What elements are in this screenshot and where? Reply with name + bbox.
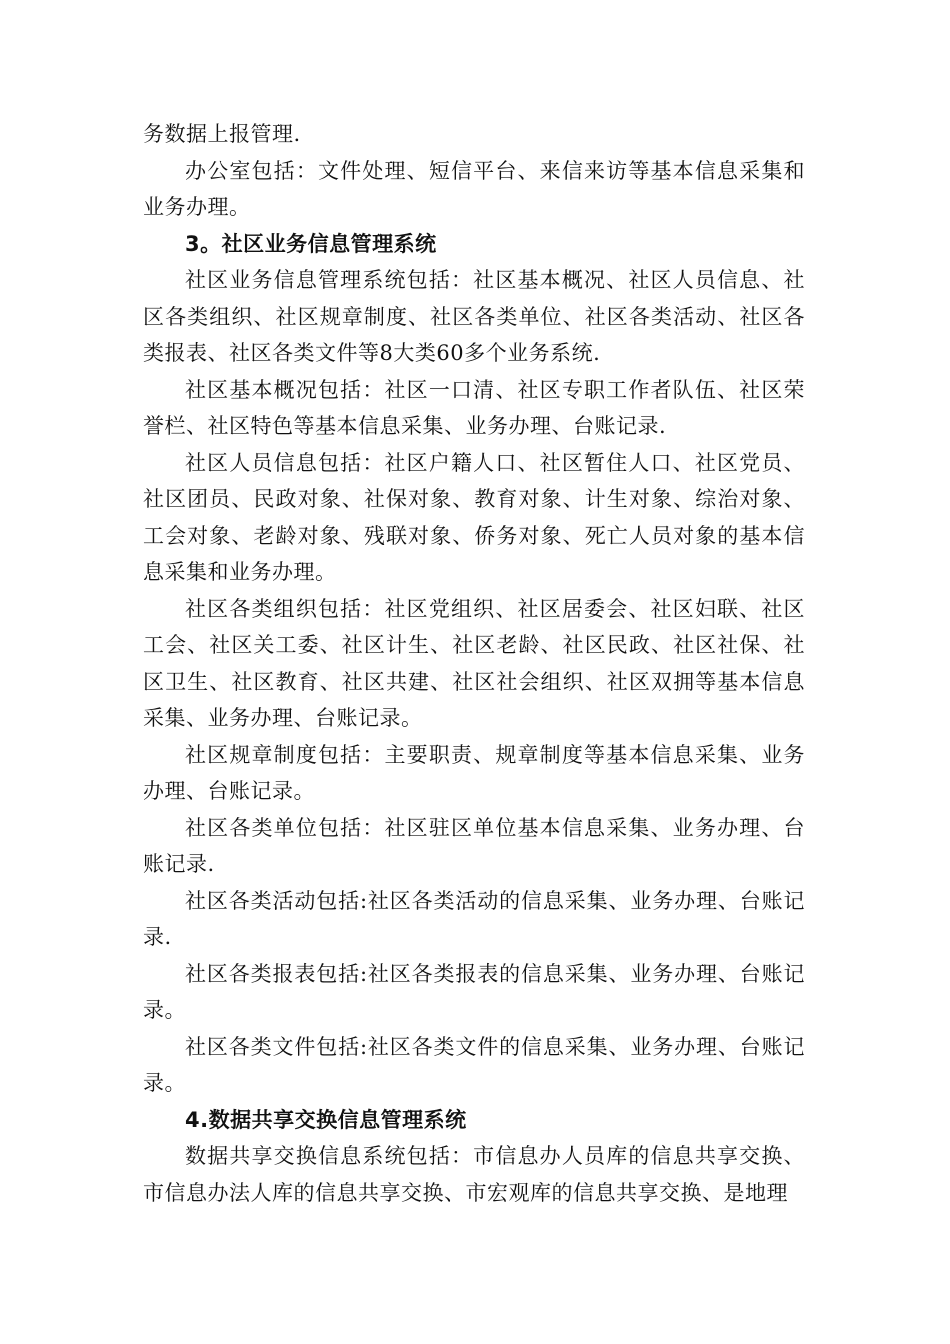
paragraph-data-sharing: 数据共享交换信息系统包括：市信息办人员库的信息共享交换、市信息办法人库的信息共享交换、市宏观库的信息共享交换、是地理 — [143, 1144, 805, 1205]
paragraph-office: 办公室包括：文件处理、短信平台、来信来访等基本信息采集和业务办理。 — [143, 158, 805, 219]
paragraph-community-system: 社区业务信息管理系统包括：社区基本概况、社区人员信息、社区各类组织、社区规章制度、社区各类单位、社区各类活动、社区各类报表、社区各类文件等8大类60多个业务系统. — [143, 268, 805, 365]
paragraph-community-units: 社区各类单位包括：社区驻区单位基本信息采集、业务办理、台账记录. — [143, 815, 805, 876]
paragraph-community-personnel: 社区人员信息包括：社区户籍人口、社区暂住人口、社区党员、社区团员、民政对象、社保对象、教育对象、计生对象、综治对象、工会对象、老龄对象、残联对象、侨务对象、死亡人员对象的基本信息采集和业务办理。 — [143, 450, 805, 584]
paragraph-community-organizations: 社区各类组织包括：社区党组织、社区居委会、社区妇联、社区工会、社区关工委、社区计生、社区老龄、社区民政、社区社保、社区卫生、社区教育、社区共建、社区社会组织、社区双拥等基本信息采集、业务办理、台账记录。 — [143, 596, 805, 730]
paragraph-community-activities: 社区各类活动包括:社区各类活动的信息采集、业务办理、台账记录. — [143, 888, 805, 949]
paragraph-community-regulations: 社区规章制度包括：主要职责、规章制度等基本信息采集、业务办理、台账记录。 — [143, 742, 805, 803]
paragraph-community-files: 社区各类文件包括:社区各类文件的信息采集、业务办理、台账记录。 — [143, 1034, 805, 1095]
section-heading-3: 3。社区业务信息管理系统 — [185, 231, 437, 256]
paragraph-community-reports: 社区各类报表包括:社区各类报表的信息采集、业务办理、台账记录。 — [143, 961, 805, 1022]
document-body — [143, 116, 805, 1211]
paragraph-continuation: 务数据上报管理. — [143, 122, 301, 146]
section-heading-4: 4.数据共享交换信息管理系统 — [185, 1107, 467, 1132]
paragraph-community-overview: 社区基本概况包括：社区一口清、社区专职工作者队伍、社区荣誉栏、社区特色等基本信息采集、业务办理、台账记录. — [143, 377, 805, 438]
